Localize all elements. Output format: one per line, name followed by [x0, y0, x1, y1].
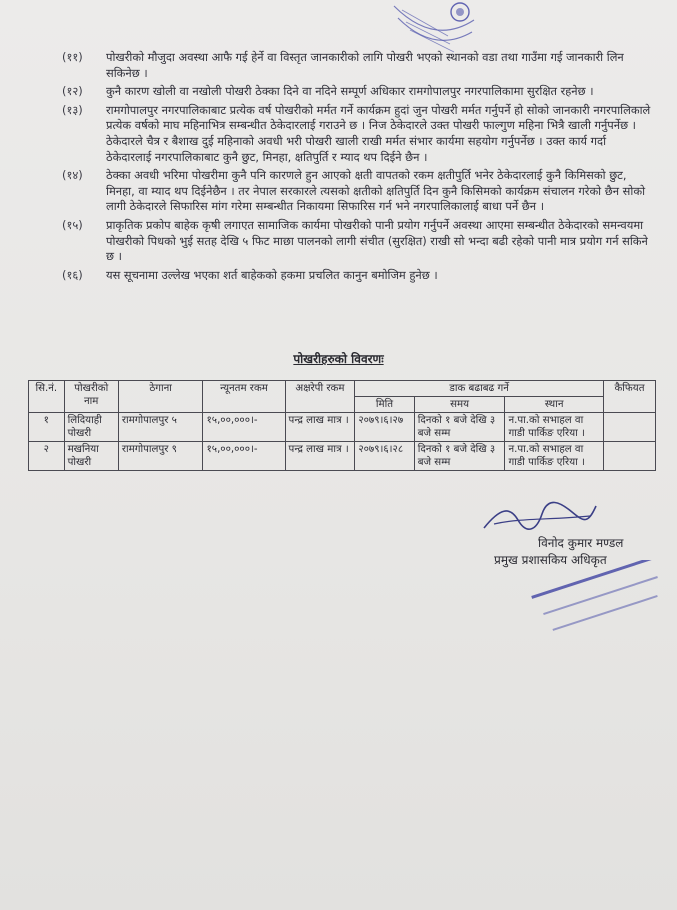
- header-auction-group: डाक बढाबढ गर्ने: [355, 381, 604, 397]
- cell-place: न.पा.को सभाहल वा गाडी पार्किङ एरिया ।: [505, 413, 604, 442]
- pond-details-title: पोखरीहरुको विवरणः: [293, 352, 384, 366]
- header-date: मिति: [355, 397, 414, 413]
- cell-date: २०७९।६।२७: [355, 413, 414, 442]
- cell-words: पन्द्र लाख मात्र ।: [285, 413, 355, 442]
- clause-16: [62, 268, 652, 284]
- pond-details-table: [28, 380, 656, 471]
- cell-location: रामगोपालपुर ५: [118, 413, 203, 442]
- cell-time: दिनको १ बजे देखि ३ बजे सम्म: [414, 442, 505, 471]
- officer-name-stamp: [528, 560, 677, 640]
- cell-date: २०७९।६।२८: [355, 442, 414, 471]
- cell-pond: लिदियाही पोखरी: [64, 413, 118, 442]
- header-min-amount: न्यूनतम रकम: [203, 381, 285, 413]
- clause-text: कुनै कारण खोली वा नखोली पोखरी ठेक्का दिने वा नदिने सम्पूर्ण अधिकार रामगोपालपुर नगरपालिकामा सुरक्षित रहनेछ ।: [106, 84, 594, 99]
- clause-number: (१५): [62, 217, 83, 232]
- clause-11: [62, 50, 652, 81]
- handwritten-signature: [480, 498, 600, 538]
- cell-time: दिनको १ बजे देखि ३ बजे सम्म: [414, 413, 505, 442]
- cell-remarks: [603, 413, 655, 442]
- clause-number: (११): [62, 50, 83, 64]
- clause-15: [62, 218, 652, 265]
- header-remarks: कैफियत: [603, 381, 655, 413]
- clause-13: [62, 103, 652, 165]
- clause-text: प्राकृतिक प्रकोप बाहेक कृषी लगाएत सामाजिक कार्यमा पोखरीको पानी प्रयोग गर्नुपर्ने अवस्था आएमा सम्बन्धीत ठेकेदारको समन्वयमा पोखरीको पिधको भुई सतह देखि ५ फिट माछा पालनको लागी संचीत (सुरक्षित) राखी सो भन्दा बढी रहेको पानी मात्र प्रयोग गर्न सकिने छ ।: [106, 217, 648, 264]
- cell-sn: १: [29, 413, 65, 442]
- table-header-row: [29, 381, 656, 397]
- cell-location: रामगोपालपुर ९: [118, 442, 203, 471]
- header-in-words: अक्षरेपी रकम: [285, 381, 355, 413]
- clause-12: [62, 84, 652, 100]
- cell-amount: १५,००,०००।-: [203, 442, 285, 471]
- table-row: [29, 442, 656, 471]
- signer-name: विनोद कुमार मण्डल: [538, 536, 624, 550]
- cell-remarks: [603, 442, 655, 471]
- cell-place: न.पा.को सभाहल वा गाडी पार्किङ एरिया ।: [505, 442, 604, 471]
- terms-clauses: [62, 50, 652, 286]
- cell-sn: २: [29, 442, 65, 471]
- clause-text: यस सूचनामा उल्लेख भएका शर्त बाहेकको हकमा प्रचलित कानुन बमोजिम हुनेछ ।: [106, 267, 438, 282]
- clause-text: ठेक्का अवधी भरिमा पोखरीमा कुनै पनि कारणले हुन आएको क्षती वापतको रकम क्षतीपुर्ति भनेर ठेकेदारलाई कुनै किमिसको छुट, मिनहा, वा म्याद थप दिईनेछैन । तर नेपाल सरकारले त्यसको क्षतीको क्षतिपुर्ति दिन कुनै किसिमको कार्यक्रम संचालन गरेको छैन सोको लागी ठेकेदारले सिफारिस मांग गरेमा सम्बन्धीत निकायमा सिफारिस गर्न भने नगरपालिकालाई बाधा पर्ने छैन ।: [106, 168, 646, 214]
- clause-number: (१६): [62, 267, 83, 282]
- clause-text: रामगोपालपुर नगरपालिकाबाट प्रत्येक वर्ष पोखरीको मर्मत गर्ने कार्यक्रम हुदां जुन पोखरी मर्मत गर्नुपर्ने हो सोको जानकारी नगरपालिकाले प्रत्येक वर्षको माघ महिनाभित्र सम्बन्धीत ठेकेदारलाई गराउने छ । निज ठेकेदारले उक्त पोखरी फाल्गुण महिना भित्रै खाली गर्नुपर्नेछ । ठेकेदारले चैत्र र बैशाख दुई महिनाको अवधी भरी पोखरी खाली राखी मर्मत संभार कार्यमा सहयोग गर्नुपर्नेछ । उक्त कार्य गर्दा ठेकेदारलाई नगरपालिकाबाट कुनै छुट, मिनहा, क्षतिपुर्ति र म्याद थप दिईने छैन ।: [106, 102, 651, 164]
- clause-14: [62, 168, 652, 215]
- table-row: [29, 413, 656, 442]
- header-location: ठेगाना: [118, 381, 203, 413]
- clause-number: (१४): [62, 168, 83, 183]
- clause-text: पोखरीको मौजुदा अवस्था आफै गई हेर्ने वा विस्तृत जानकारीको लागि पोखरी भएको स्थानको वडा तथा गाउँमा गई जानकारी लिन सकिनेछ ।: [106, 50, 624, 80]
- header-time: समय: [414, 397, 505, 413]
- signer-title: प्रमुख प्रशासकिय अधिकृत: [494, 553, 607, 567]
- cell-amount: १५,००,०००।-: [203, 413, 285, 442]
- header-place: स्थान: [505, 397, 604, 413]
- cell-words: पन्द्र लाख मात्र ।: [285, 442, 355, 471]
- cell-pond: मखनिया पोखरी: [64, 442, 118, 471]
- header-pond: पोखरीको नाम: [64, 381, 118, 413]
- clause-number: (१२): [62, 84, 83, 99]
- header-sn: सि.नं.: [29, 381, 65, 413]
- clause-number: (१३): [62, 102, 83, 117]
